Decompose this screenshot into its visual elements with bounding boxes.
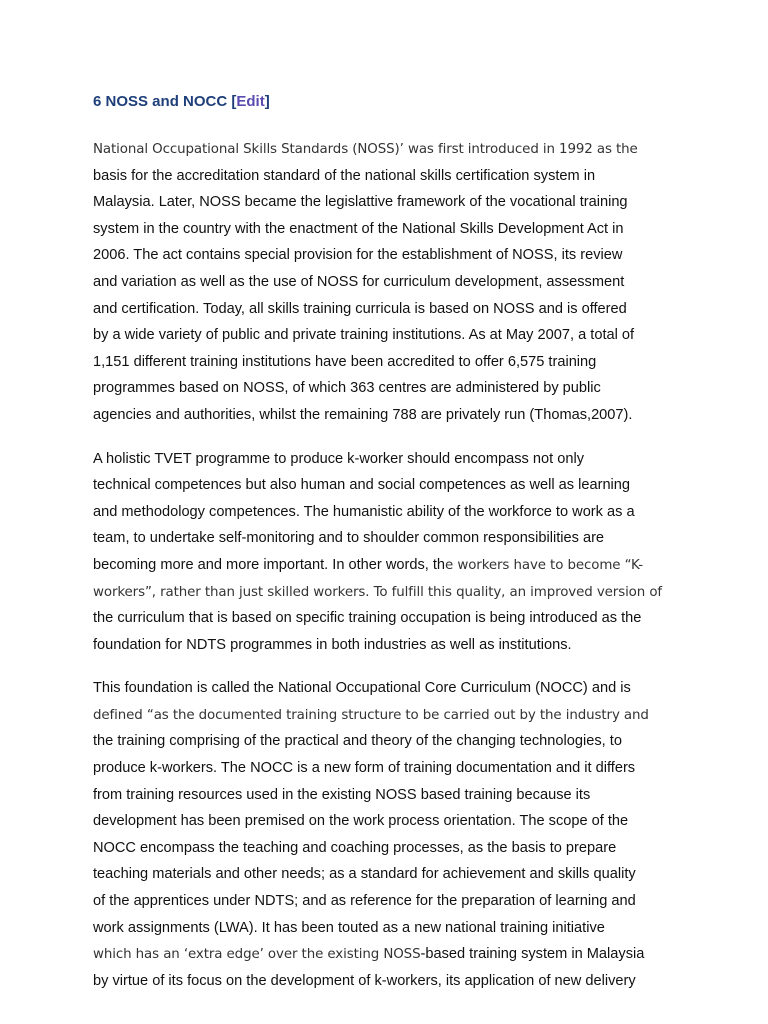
text-segment: e workers have to become “K- <box>445 557 644 573</box>
text-segment: National Occupational Skills Standards (NOSS)’ was first introduced in 1992 as the <box>93 142 638 157</box>
text-segment: Malaysia. Later, NOSS became the legislattive framework of the vocational training <box>93 194 628 211</box>
text-segment: of the apprentices under NDTS; and as reference for the preparation of learning and <box>93 893 636 910</box>
text-line <box>93 968 683 995</box>
text-line <box>93 136 683 163</box>
text-segment: agencies and authorities, whilst the remaining 788 are privately run (Thomas,2007). <box>93 406 633 423</box>
text-segment: system in the country with the enactment of the National Skills Development Act in <box>93 220 624 237</box>
text-segment: and variation as well as the use of NOSS for curriculum development, assessment <box>93 273 625 290</box>
article-body <box>93 136 683 994</box>
text-segment: team, to undertake self-monitoring and to shoulder common responsibilities are <box>93 530 605 547</box>
text-segment: by a wide variety of public and private training institutions. As at May 2007, a total of <box>93 327 635 344</box>
text-segment: which has an ‘extra edge’ over the existing NOSS <box>93 947 421 963</box>
text-segment: 2006. The act contains special provision for the establishment of NOSS, its review <box>93 247 623 264</box>
text-line <box>93 755 683 782</box>
text-line <box>93 605 683 632</box>
text-segment: workers”, rather than just skilled workers. To fulfill this quality, an improved version of <box>93 584 663 600</box>
text-segment: defined “as the documented training structure to be carried out by the industry and <box>93 707 649 723</box>
text-line <box>93 189 683 216</box>
text-line <box>93 269 683 296</box>
text-line <box>93 888 683 915</box>
text-segment: foundation for NDTS programmes in both industries as well as institutions. <box>93 636 572 653</box>
text-line <box>93 242 683 269</box>
edit-open-bracket: [ <box>231 93 237 110</box>
text-segment: programmes based on NOSS, of which 363 centres are administered by public <box>93 380 601 397</box>
text-line <box>93 402 683 429</box>
text-line <box>93 835 683 862</box>
text-line <box>93 375 683 402</box>
text-segment: NOCC encompass the teaching and coaching processes, as the basis to prepare <box>93 839 617 856</box>
text-segment: technical competences but also human and social competences as well as learning <box>93 477 631 494</box>
paragraph <box>93 446 683 659</box>
edit-link[interactable]: Edit <box>236 93 265 110</box>
paragraph <box>93 136 683 429</box>
text-segment: development has been premised on the work process orientation. The scope of the <box>93 813 629 830</box>
text-line <box>93 941 683 968</box>
text-segment: produce k-workers. The NOCC is a new form of training documentation and it differs <box>93 760 636 777</box>
text-line <box>93 702 683 729</box>
text-line <box>93 915 683 942</box>
text-line <box>93 216 683 243</box>
text-line <box>93 499 683 526</box>
text-segment: teaching materials and other needs; as a standard for achievement and skills quality <box>93 866 636 883</box>
text-segment: and certification. Today, all skills training curricula is based on NOSS and is offered <box>93 300 627 317</box>
text-line <box>93 782 683 809</box>
text-segment: basis for the accreditation standard of the national skills certification system in <box>93 167 596 184</box>
text-line <box>93 525 683 552</box>
text-line <box>93 472 683 499</box>
section-heading <box>93 92 683 112</box>
text-line <box>93 322 683 349</box>
text-segment: 1,151 different training institutions have been accredited to offer 6,575 training <box>93 353 597 370</box>
text-line <box>93 552 683 579</box>
text-line <box>93 861 683 888</box>
text-segment: becoming more and more important. In other words, th <box>93 556 446 573</box>
text-line <box>93 675 683 702</box>
text-line <box>93 808 683 835</box>
text-segment: the training comprising of the practical and theory of the changing technologies, to <box>93 733 622 750</box>
edit-close-bracket: ] <box>264 93 270 110</box>
text-segment: A holistic TVET programme to produce k-worker should encompass not only <box>93 450 585 467</box>
text-line <box>93 632 683 659</box>
text-segment: from training resources used in the existing NOSS based training because its <box>93 786 591 803</box>
section-title: 6 NOSS and NOCC <box>93 93 232 110</box>
text-line <box>93 349 683 376</box>
text-segment: This foundation is called the National Occupational Core Curriculum (NOCC) and is <box>93 680 631 697</box>
document-page <box>93 92 683 1011</box>
text-segment: and methodology competences. The humanistic ability of the workforce to work as a <box>93 503 635 520</box>
text-segment: by virtue of its focus on the development of k-workers, its application of new delivery <box>93 972 636 989</box>
text-segment: the curriculum that is based on specific training occupation is being introduced as the <box>93 610 642 627</box>
text-segment: -based training system in Malaysia <box>420 946 645 963</box>
text-line <box>93 728 683 755</box>
paragraph <box>93 675 683 994</box>
text-line <box>93 579 683 606</box>
text-line <box>93 296 683 323</box>
text-line <box>93 446 683 473</box>
text-segment: work assignments (LWA). It has been touted as a new national training initiative <box>93 919 605 936</box>
text-line <box>93 163 683 190</box>
